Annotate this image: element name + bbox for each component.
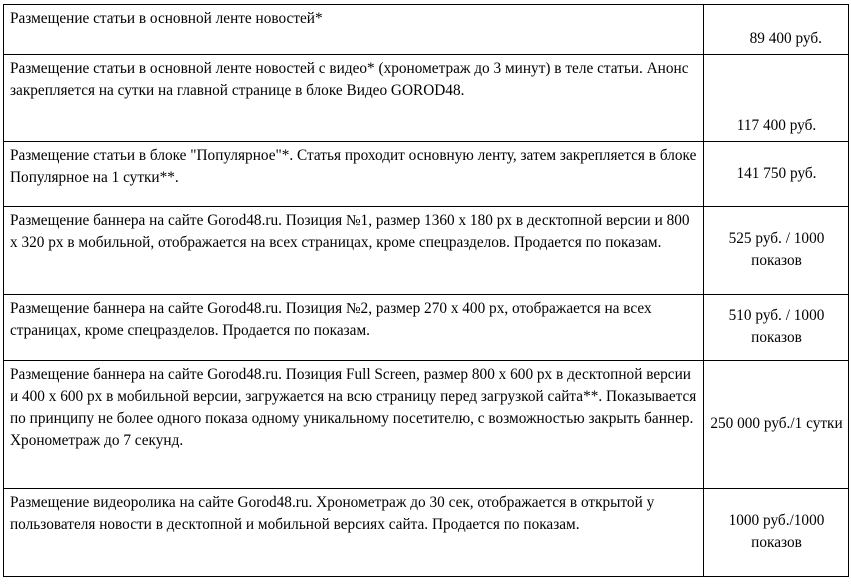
service-description: Размещение статьи в блоке "Популярное"*. Статья проходит основную ленту, затем закрепляется в блоке Популярное на 1 сутки**. xyxy=(4,142,704,207)
service-price: 1000 руб./1000 показов xyxy=(704,489,849,577)
table-row xyxy=(4,295,849,361)
service-description: Размещение статьи в основной ленте новостей* xyxy=(4,5,704,55)
table-row xyxy=(4,489,849,577)
service-description: Размещение статьи в основной ленте новостей с видео* (хронометраж до 3 минут) в теле статьи. Анонс закрепляется на сутки на главной странице в блоке Видео GOROD48. xyxy=(4,55,704,142)
service-description: Размещение баннера на сайте Gorod48.ru. Позиция №2, размер 270 х 400 px, отображается на всех страницах, кроме спецразделов. Продается по показам. xyxy=(4,295,704,361)
price-table xyxy=(3,4,849,577)
service-description: Размещение баннера на сайте Gorod48.ru. Позиция Full Screen, размер 800 х 600 px в десктопной версии и 400 х 600 px в мобильной версии, загружается на всю страницу перед загрузкой сайта**. Показывается по принципу не более одного показа одному уникальному посетителю, с возможностью закрыть баннер. Хронометраж до 7 секунд. xyxy=(4,361,704,489)
service-price: 525 руб. / 1000 показов xyxy=(704,207,849,295)
service-description: Размещение баннера на сайте Gorod48.ru. Позиция №1, размер 1360 х 180 px в десктопной версии и 800 х 320 px в мобильной, отображается на всех страницах, кроме спецразделов. Продается по показам. xyxy=(4,207,704,295)
service-price: 250 000 руб./1 сутки xyxy=(704,361,849,489)
service-price: 117 400 руб. xyxy=(704,55,849,142)
service-price: 141 750 руб. xyxy=(704,142,849,207)
service-description: Размещение видеоролика на сайте Gorod48.ru. Хронометраж до 30 сек, отображается в открытой у пользователя новости в десктопной и мобильной версиях сайта. Продается по показам. xyxy=(4,489,704,577)
table-row xyxy=(4,142,849,207)
service-price: 510 руб. / 1000 показов xyxy=(704,295,849,361)
table-row xyxy=(4,55,849,142)
table-row xyxy=(4,207,849,295)
service-price: 89 400 руб. xyxy=(704,5,849,55)
table-row xyxy=(4,361,849,489)
table-row xyxy=(4,5,849,55)
